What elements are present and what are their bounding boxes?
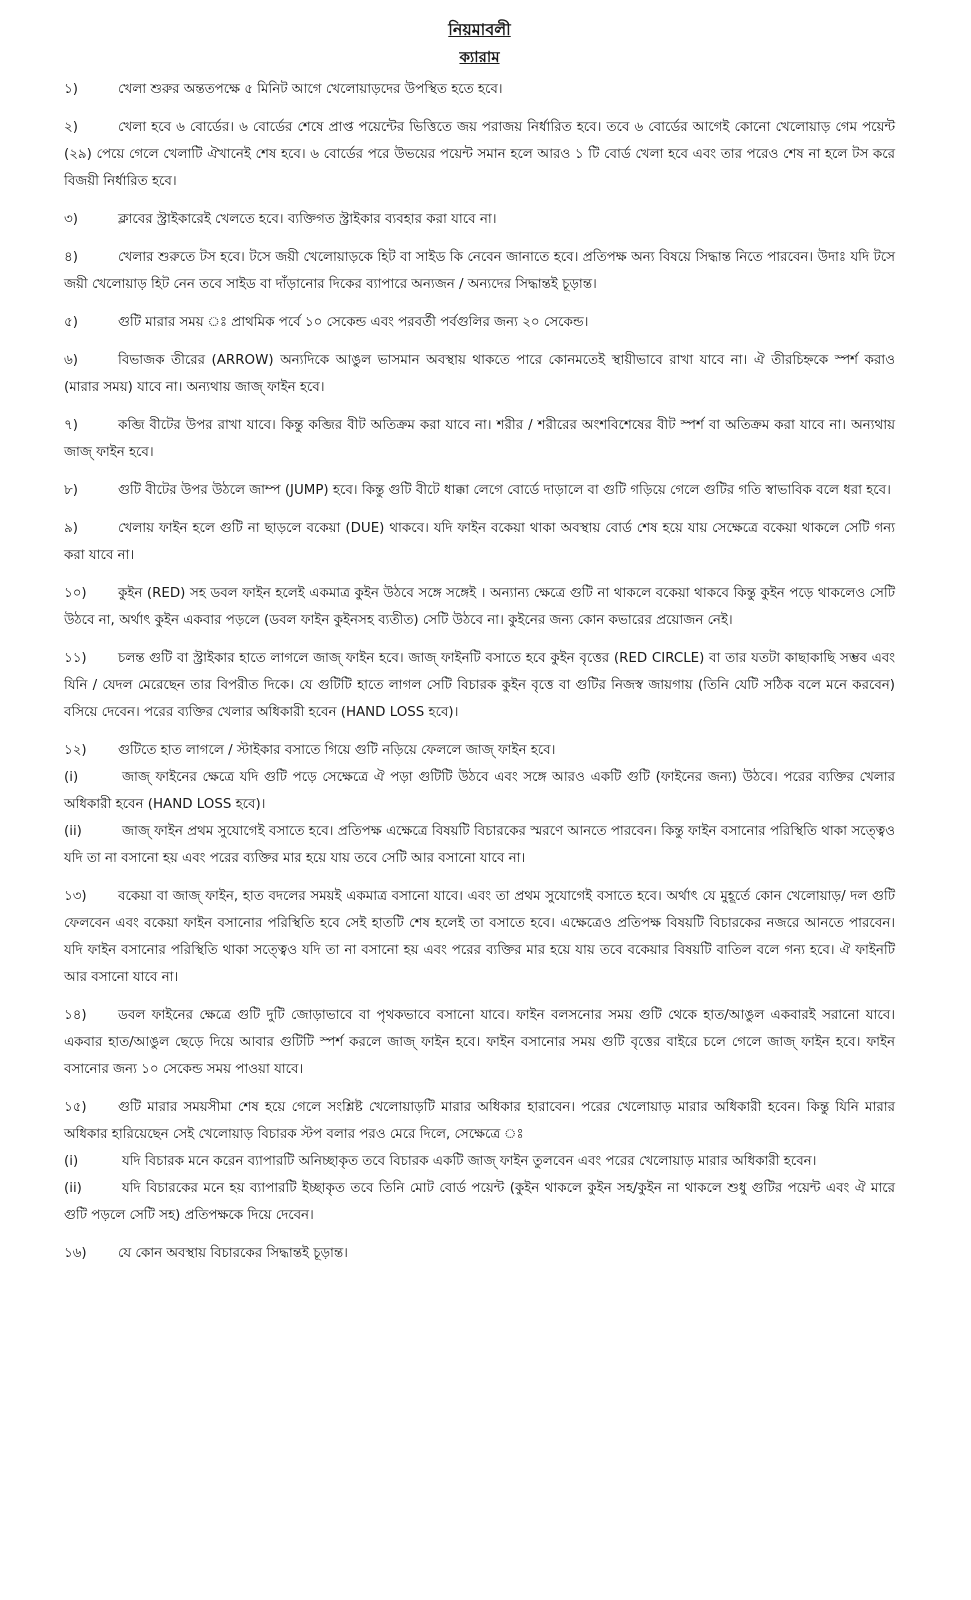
rule-subitem (64, 1148, 895, 1175)
rule-text-block (64, 114, 895, 195)
rule-number: ১) (64, 82, 78, 97)
document-subtitle: ক্যারাম (459, 48, 500, 66)
rule-number: ১৫) (64, 1100, 87, 1115)
document-header (64, 16, 895, 68)
rule-number: ৩) (64, 212, 78, 227)
rule-number: ১৪) (64, 1008, 87, 1023)
rule-text: কব্জি বীটের উপর রাখা যাবে। কিন্তু কব্জির বীট অতিক্রম করা যাবে না। শরীর / শরীরের অংশবিশেষের বীট স্পর্শ বা অতিক্রম করা যাবে না। অন্যথায় জাজ্ ফাইন হবে। (64, 418, 895, 460)
rule-text-block (64, 1094, 895, 1148)
rule-number: ১১) (64, 651, 87, 666)
rule-text-block (64, 412, 895, 466)
rule-number: ১২) (64, 743, 87, 758)
rule-number: ৪) (64, 250, 78, 265)
rule-text: খেলার শুরুতে টস হবে। টসে জয়ী খেলোয়াড়কে হিট বা সাইড কি নেবেন জানাতে হবে। প্রতিপক্ষ অন্য বিষয়ে সিদ্ধান্ত নিতে পারবেন। উদাঃ যদি টসে জয়ী খেলোয়াড় হিট নেন তবে সাইড বা দাঁড়ানোর দিকের ব্যাপারে অন্যজন / অন্যদের সিদ্ধান্তই চূড়ান্ত। (64, 250, 895, 292)
rule-number: ১০) (64, 586, 87, 601)
rule-text: যে কোন অবস্থায় বিচারকের সিদ্ধান্তই চূড়ান্ত। (118, 1246, 348, 1261)
rule-text-block (64, 737, 895, 764)
rule-number: ২) (64, 120, 78, 135)
rule-item (64, 412, 895, 466)
rule-item (64, 645, 895, 726)
rule-item (64, 477, 895, 504)
rule-text-block (64, 1240, 895, 1267)
rule-text-block (64, 515, 895, 569)
rule-item (64, 76, 895, 103)
rule-text: বকেয়া বা জাজ্ ফাইন, হাত বদলের সময়ই একমাত্র বসানো যাবে। এবং তা প্রথম সুযোগেই বসাতে হবে। অর্থাৎ যে মুহূর্তে কোন খেলোয়াড়/ দল গুটি ফেলবেন এবং বকেয়া ফাইন বসানোর পরিস্থিতি হবে সেই হাতটি শেষ হলেই তা বসাতে হবে। এক্ষেত্রেও প্রতিপক্ষ বিষয়টি বিচারকের নজরে আনতে পারবেন। যদি ফাইন বসানোর পরিস্থিতি থাকা সত্ত্বেও যদি তা না বসানো হয় এবং পরের ব্যক্তির মার হয়ে যায় তবে বকেয়ার বিষয়টি বাতিল বলে গন্য হবে। ঐ ফাইনটি আর বসানো যাবে না। (64, 889, 895, 985)
rule-text: খেলা শুরুর অন্ততপক্ষে ৫ মিনিট আগে খেলোয়াড়দের উপস্থিত হতে হবে। (118, 82, 503, 97)
rule-text: গুটিতে হাত লাগলে / স্টাইকার বসাতে গিয়ে গুটি নড়িয়ে ফেললে জাজ্ ফাইন হবে। (118, 743, 556, 758)
rule-number: ১৬) (64, 1246, 87, 1261)
rule-subitem-number: (i) (64, 770, 79, 785)
rule-subitem-text: জাজ্ ফাইন প্রথম সুযোগেই বসাতে হবে। প্রতিপক্ষ এক্ষেত্রে বিষয়টি বিচারকের স্মরণে আনতে পারবেন। কিন্তু ফাইন বসানোর পরিস্থিতি থাকা সত্ত্বেও যদি তা না বসানো হয় এবং পরের ব্যক্তির মার হয়ে যায় তবে সেটি আর বসানো যাবে না। (64, 824, 895, 866)
rule-subitem-number: (ii) (64, 1181, 82, 1196)
rule-text-block (64, 645, 895, 726)
rule-item (64, 1002, 895, 1083)
rule-text: গুটি মারার সময়সীমা শেষ হয়ে গেলে সংশ্লিষ্ট খেলোয়াড়টি মারার অধিকার হারাবেন। পরের খেলোয়াড় মারার অধিকারী হবেন। কিন্তু যিনি মারার অধিকার হারিয়েছেন সেই খেলোয়াড় বিচারক স্টপ বলার পরও মেরে দিলে, সেক্ষেত্রে ঃ (64, 1100, 895, 1142)
rule-item (64, 347, 895, 401)
rule-item (64, 883, 895, 991)
rule-subitem-number: (i) (64, 1154, 79, 1169)
rule-number: ৮) (64, 483, 78, 498)
rule-text: কুইন (RED) সহ ডবল ফাইন হলেই একমাত্র কুইন উঠবে সঙ্গে সঙ্গেই । অন্যান্য ক্ষেত্রে গুটি না থাকলে বকেয়া থাকবে কিন্তু কুইন পড়ে থাকলেও সেটি উঠবে না, অর্থাৎ কুইন একবার পড়লে (ডবল ফাইন কুইনসহ ব্যতীত) সেটি উঠবে না। কুইনের জন্য কোন কভারের প্রয়োজন নেই। (64, 586, 895, 628)
rule-text-block (64, 883, 895, 991)
rule-text-block (64, 477, 895, 504)
rule-number: ৫) (64, 315, 78, 330)
document-title: নিয়মাবলী (448, 20, 511, 39)
rule-text: গুটি মারার সময় ঃ প্রাথমিক পর্বে ১০ সেকেন্ড এবং পরবর্তী পর্বগুলির জন্য ২০ সেকেন্ড। (118, 315, 589, 330)
rule-item (64, 1094, 895, 1229)
rule-number: ৬) (64, 353, 78, 368)
rule-text: খেলা হবে ৬ বোর্ডের। ৬ বোর্ডের শেষে প্রাপ্ত পয়েন্টের ভিত্তিতে জয় পরাজয় নির্ধারিত হবে। তবে ৬ বোর্ডের আগেই কোনো খেলোয়াড় গেম পয়েন্ট (২৯) পেয়ে গেলে খেলাটি ঐখানেই শেষ হবে। ৬ বোর্ডের পরে উভয়ের পয়েন্ট সমান হলে আরও ১ টি বোর্ড খেলা হবে এবং তার পরেও শেষ না হলে টস করে বিজয়ী নির্ধারিত হবে। (64, 120, 895, 189)
rule-subitem-text: যদি বিচারক মনে করেন ব্যাপারটি অনিচ্ছাকৃত তবে বিচারক একটি জাজ্ ফাইন তুলবেন এবং পরের খেলোয়াড় মারার অধিকারী হবেন। (122, 1154, 817, 1169)
rule-item (64, 114, 895, 195)
rule-item (64, 244, 895, 298)
rule-text-block (64, 244, 895, 298)
rule-subitem-text: জাজ্ ফাইনের ক্ষেত্রে যদি গুটি পড়ে সেক্ষেত্রে ঐ পড়া গুটিটি উঠবে এবং সঙ্গে আরও একটি গুটি (ফাইনের জন্য) উঠবে। পরের ব্যক্তির খেলার অধিকারী হবেন (HAND LOSS হবে)। (64, 770, 895, 812)
rules-list (64, 76, 895, 1267)
rule-text: খেলায় ফাইন হলে গুটি না ছাড়লে বকেয়া (DUE) থাকবে। যদি ফাইন বকেয়া থাকা অবস্থায় বোর্ড শেষ হয়ে যায় সেক্ষেত্রে বকেয়া থাকলে সেটি গন্য করা যাবে না। (64, 521, 895, 563)
rule-number: ৭) (64, 418, 78, 433)
rule-item (64, 580, 895, 634)
rule-subitem-number: (ii) (64, 824, 82, 839)
rule-text: চলন্ত গুটি বা স্ট্রাইকার হাতে লাগলে জাজ্ ফাইন হবে। জাজ্ ফাইনটি বসাতে হবে কুইন বৃত্তের (RED CIRCLE) বা তার যতটা কাছাকাছি সম্ভব এবং যিনি / যেদল মেরেছেন তার বিপরীত দিকে। যে গুটিটি হাতে লাগল সেটি বিচারক কুইন বৃত্তে বা গুটির নিজস্ব জায়গায় (তিনি যেটি সঠিক বলে মনে করবেন) বসিয়ে দেবেন। পরের ব্যক্তির খেলার অধিকারী হবেন (HAND LOSS হবে)। (64, 651, 895, 720)
rule-text: বিভাজক তীরের (ARROW) অন্যদিকে আঙুল ভাসমান অবস্থায় থাকতে পারে কোনমতেই স্থায়ীভাবে রাখা যাবে না। ঐ তীরচিহ্নকে স্পর্শ করাও (মারার সময়) যাবে না। অন্যথায় জাজ্ ফাইন হবে। (64, 353, 895, 395)
rule-text: ক্লাবের স্ট্রাইকারেই খেলতে হবে। ব্যক্তিগত স্ট্রাইকার ব্যবহার করা যাবে না। (118, 212, 497, 227)
rule-subitem-text: যদি বিচারকের মনে হয় ব্যাপারটি ইচ্ছাকৃত তবে তিনি মোট বোর্ড পয়েন্ট (কুইন থাকলে কুইন সহ/কুইন না থাকলে শুধু গুটির পয়েন্ট এবং ঐ মারে গুটি পড়লে সেটি সহ) প্রতিপক্ষকে দিয়ে দেবেন। (64, 1181, 895, 1223)
rule-subitem (64, 1175, 895, 1229)
rule-item (64, 515, 895, 569)
rule-number: ৯) (64, 521, 78, 536)
rule-text-block (64, 347, 895, 401)
rule-text-block (64, 309, 895, 336)
rule-item (64, 309, 895, 336)
rule-item (64, 737, 895, 872)
rule-number: ১৩) (64, 889, 87, 904)
rule-item (64, 1240, 895, 1267)
rule-text-block (64, 1002, 895, 1083)
rule-subitem (64, 818, 895, 872)
rule-text-block (64, 76, 895, 103)
rule-text: গুটি বীটের উপর উঠলে জাম্প (JUMP) হবে। কিন্তু গুটি বীটে ধাক্কা লেগে বোর্ডে দাড়ালে বা গুটি গড়িয়ে গেলে গুটির গতি স্বাভাবিক বলে ধরা হবে। (118, 483, 891, 498)
rule-text-block (64, 580, 895, 634)
rule-text-block (64, 206, 895, 233)
rule-subitem (64, 764, 895, 818)
rule-item (64, 206, 895, 233)
rule-text: ডবল ফাইনের ক্ষেত্রে গুটি দুটি জোড়াভাবে বা পৃথকভাবে বসানো যাবে। ফাইন বলসনোর সময় গুটি থেকে হাত/আঙুল একবারই সরানো যাবে। একবার হাত/আঙুল ছেড়ে দিয়ে আবার গুটিটি স্পর্শ করলে জাজ্ ফাইন হবে। ফাইন বসানোর সময় গুটি বৃত্তের বাইরে চলে গেলে জাজ্ ফাইন হবে। ফাইন বসানোর জন্য ১০ সেকেন্ড সময় পাওয়া যাবে। (64, 1008, 895, 1077)
